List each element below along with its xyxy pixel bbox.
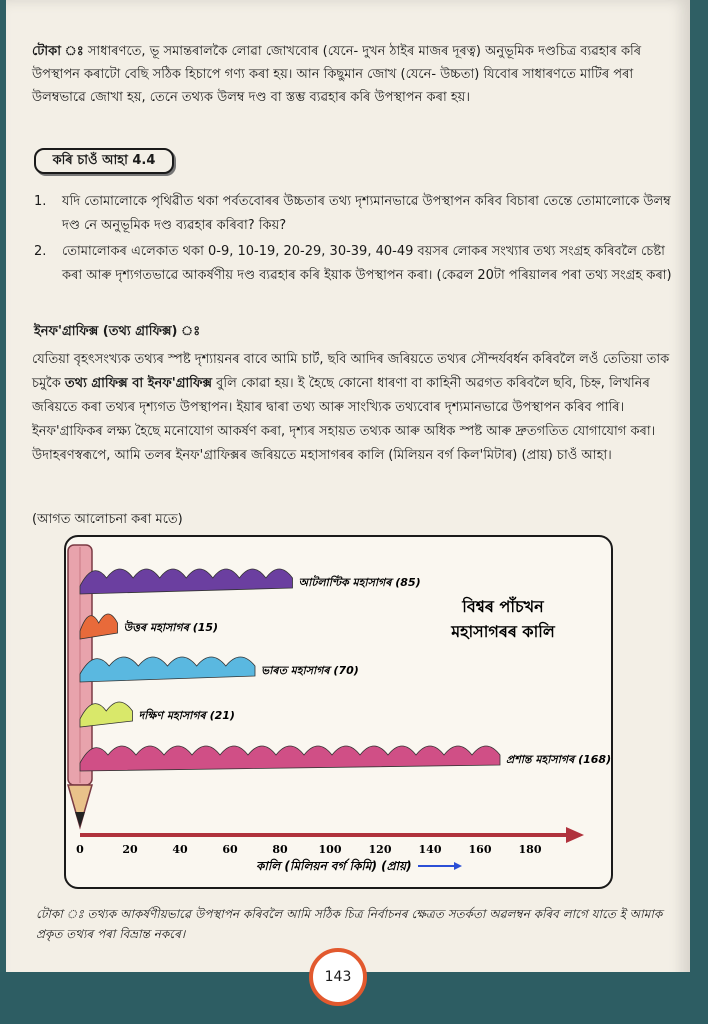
x-tick-label: 0 [76,843,84,856]
x-tick-label: 180 [518,843,542,856]
top-note-label: টোকা ঃ [32,44,84,59]
question-text: তোমালোকৰ এলেকাত থকা 0-9, 10-19, 20-29, 30-39, 40-49 বয়সৰ লোকৰ সংখ্যাৰ তথ্য সংগ্ৰহ কৰিবলৈ চেষ্টা কৰা আৰু দৃশ্যগতভাৱে আকৰ্ষণীয় দণ্ড ব্যৱহাৰ কৰি ইয়াক উপস্থাপন কৰা। (কেৱল 20টা পৰিয়ালৰ পৰা তথ্য সংগ্ৰহ কৰা) [62,244,672,283]
x-tick-label: 160 [468,843,492,856]
bar-label: উত্তৰ মহাসাগৰ (15) [123,621,219,634]
question-number: 2. [34,244,47,259]
body-text: যেতিয়া বৃহৎসংখ্যক তথ্যৰ স্পষ্ট দৃশ্যায়নৰ বাবে আমি চাৰ্ট, ছবি আদিৰ জৰিয়তে তথ্যৰ সৌন্দৰ্যবৰ্ধন কৰিবলৈ লওঁ তেতিয়া তাক চমুকৈ [32,352,670,391]
x-tick-label: 140 [418,843,442,856]
question-number: 1. [34,194,47,209]
activity-callout: কৰি চাওঁ আহা 4.4 [34,148,174,174]
sub-note: (আগত আলোচনা কৰা মতে) [32,512,183,527]
x-axis-label-arrowhead [454,862,462,870]
x-tick-label: 60 [222,843,238,856]
question-text: যদি তোমালোকে পৃথিৱীত থকা পৰ্বতবোৰৰ উচ্চতাৰ তথ্য দৃশ্যমানভাৱে উপস্থাপন কৰিব বিচাৰা তেন্তে তোমালোকে উলম্ব দণ্ড নে অনুভূমিক দণ্ড ব্যৱহাৰ কৰিবা? কিয়? [62,194,671,233]
bar-label: আটলাণ্টিক মহাসাগৰ (85) [298,576,421,589]
x-axis-arrowhead [566,827,584,843]
body-text: বুলি কোৱা হয়। ই হৈছে কোনো ধাৰণা বা কাহিনী অৱগত কৰিবলৈ ছবি, চিহ্ন, লিখনিৰ জৰিয়তে কৰা তথ্যৰ দৃশ্যগত উপস্থাপন। ইয়াৰ দ্বাৰা তথ্য আৰু সাংখ্যিক তথ্যবোৰ দৃশ্যমানভাৱে উপস্থাপন কৰিব পাৰি। ইনফ'গ্ৰাফিকৰ লক্ষ্য হৈছে মনোযোগ আকৰ্ষণ কৰা, দৃশ্যৰ সহায়ত তথ্যক আৰু অধিক স্পষ্ট আৰু দ্ৰুতগতিত যোগাযোগ কৰা। উদাহৰণস্বৰূপে, আমি তলৰ ইনফ'গ্ৰাফিক্সৰ জৰিয়তে মহাসাগৰৰ কালি (মিলিয়ন বৰ্গ কিল'মিটাৰ) (প্ৰায়) চাওঁ আহা। [32,376,656,463]
x-tick-label: 100 [318,843,342,856]
section-heading: ইনফ'গ্ৰাফিক্স (তথ্য গ্ৰাফিক্স) ঃ [34,324,201,339]
body-paragraph [32,348,682,468]
x-axis-label: কালি (মিলিয়ন বৰ্গ কিমি) (প্ৰায়) [256,859,412,873]
bar-label: ভাৰত মহাসাগৰ (70) [261,664,359,677]
top-note [32,40,682,109]
question-1 [34,190,684,238]
bar-label: প্ৰশান্ত মহাসাগৰ (168) [506,753,611,766]
chart-title-line1: বিশ্বৰ পাঁচখন [462,597,544,616]
x-tick-label: 120 [368,843,392,856]
x-tick-label: 20 [122,843,138,856]
body-bold-term: তথ্য গ্ৰাফিক্স বা ইনফ'গ্ৰাফিক্স [64,376,213,391]
top-note-text: সাধাৰণতে, ভূ সমান্তৰালকৈ লোৱা জোখবোৰ (যেনে- দুখন ঠাইৰ মাজৰ দূৰত্ব) অনুভূমিক দণ্ডচিত্ৰ ব্যৱহাৰ কৰি উপস্থাপন কৰাটো বেছি সঠিক হিচাপে গণ্য কৰা হয়। আন কিছুমান জোখ (যেনে- উচ্চতা) যিবোৰ সাধাৰণতে মাটিৰ পৰা উলম্বভাৱে জোখা হয়, তেনে তথ্যক উলম্ব দণ্ড বা স্তম্ভ ব্যৱহাৰ কৰি উপস্থাপন কৰা হয়। [32,44,642,105]
x-tick-label: 80 [272,843,288,856]
infographic-chart [64,535,613,889]
ocean-bar [80,746,500,771]
chart-svg [66,537,611,887]
x-tick-label: 40 [172,843,188,856]
chart-title-line2: মহাসাগৰৰ কালি [451,622,555,641]
ocean-bar [80,569,293,594]
footnote: টোকা ঃ তথ্যক আকৰ্ষণীয়ভাৱে উপস্থাপন কৰিবলৈ আমি সঠিক চিত্ৰ নিৰ্বাচনৰ ক্ষেত্ৰত সতৰ্কতা অৱলম্বন কৰিব লাগে যাতে ই আমাক প্ৰকৃত তথ্যৰ পৰা বিভ্ৰান্ত নকৰে। [36,907,663,941]
pencil-lead [75,812,85,827]
ocean-bar [80,657,255,682]
bar-label: দক্ষিণ মহাসাগৰ (21) [138,709,235,722]
page-number: 143 [309,948,367,1006]
question-2 [34,240,684,312]
